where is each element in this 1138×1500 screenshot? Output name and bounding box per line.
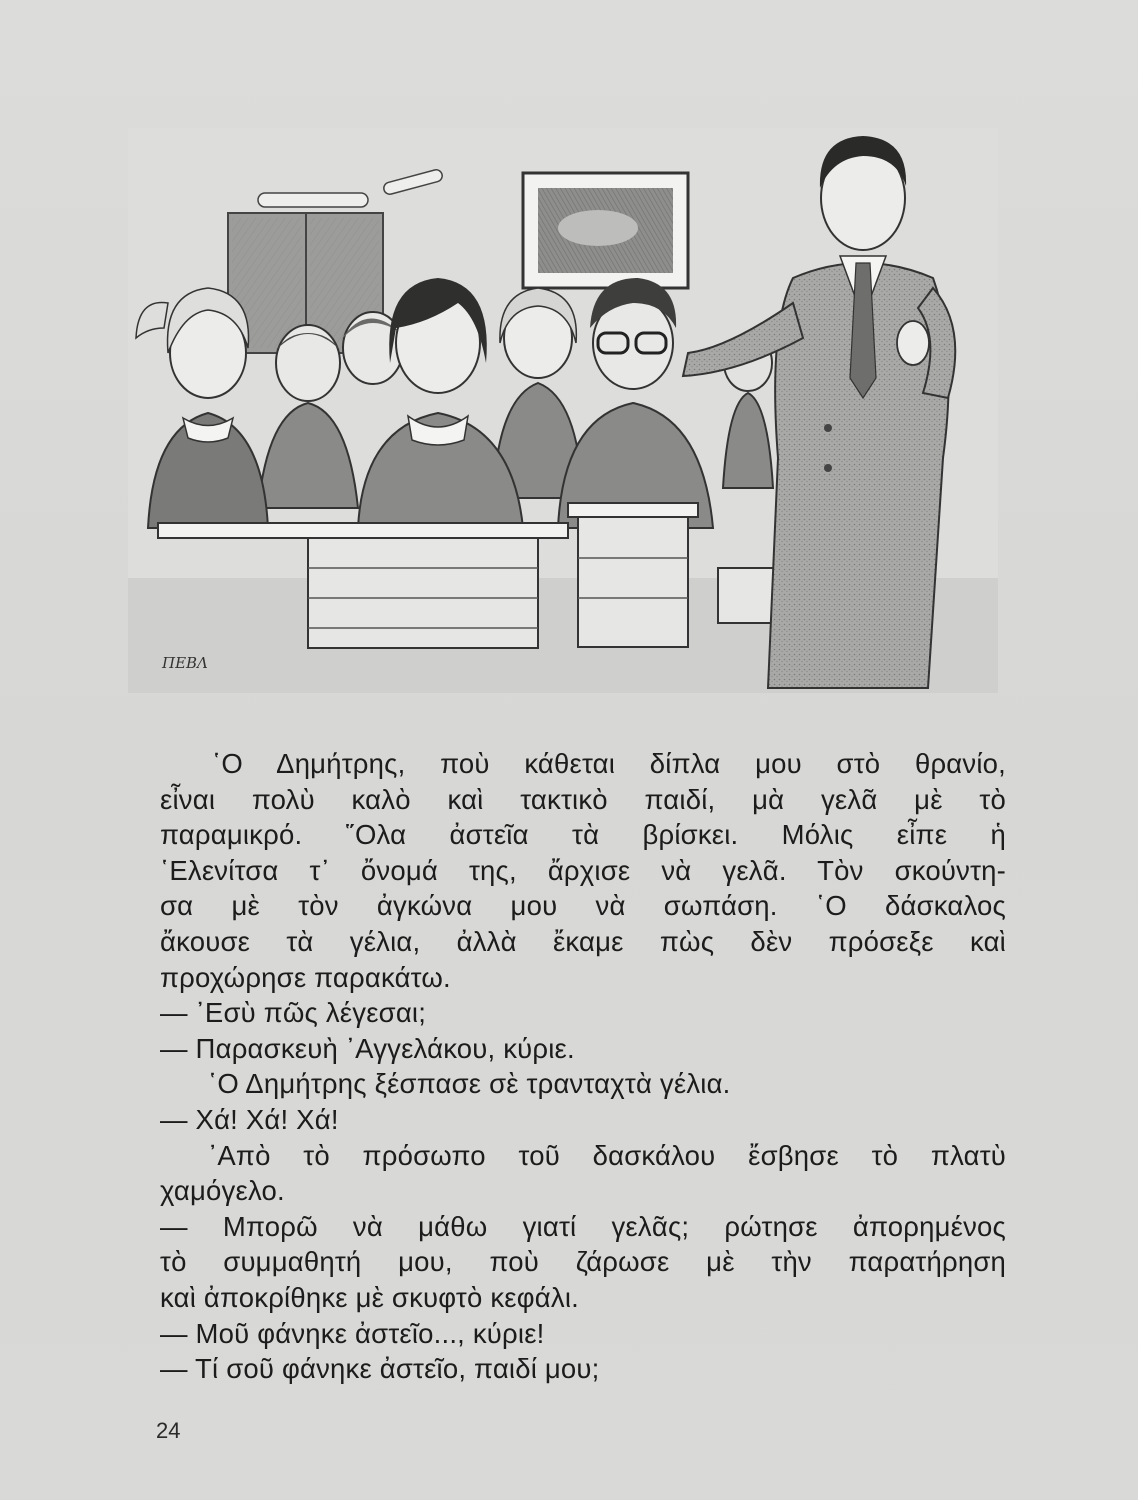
text-line: προχώρησε παρακάτω. bbox=[160, 961, 451, 993]
dialogue-line: — Τί σοῦ φάνηκε ἀστεῖο, παιδί μου; bbox=[160, 1353, 600, 1385]
text-line: ῾Ο Δημήτρης, ποὺ κάθεται δίπλα μου στὸ θρανίο, bbox=[212, 748, 1006, 779]
wall-picture bbox=[523, 173, 688, 288]
story-text bbox=[160, 746, 1006, 1387]
classroom-illustration bbox=[128, 128, 998, 693]
dialogue-line: — ᾿Εσὺ πῶς λέγεσαι; bbox=[160, 997, 427, 1029]
dialogue-line: — Μπορῶ νὰ μάθω γιατί γελᾶς; ρώτησε ἀπορημένος bbox=[160, 1210, 1006, 1242]
text-line: τὸ συμμαθητή μου, ποὺ ζάρωσε μὲ τὴν παρατήρηση bbox=[160, 1246, 1006, 1278]
text-line: ἄκουσε τὰ γέλια, ἀλλὰ ἔκαμε πὼς δὲν πρόσεξε καὶ bbox=[160, 925, 1006, 957]
artist-signature: ΠΕΒΛ bbox=[162, 654, 208, 672]
dialogue-line: — Παρασκευὴ ᾿Αγγελάκου, κύριε. bbox=[160, 1032, 575, 1064]
page-number: 24 bbox=[156, 1418, 181, 1443]
text-line: ῾Ο Δημήτρης ξέσπασε σὲ τρανταχτὰ γέλια. bbox=[208, 1068, 731, 1100]
dialogue-line: — Μοῦ φάνηκε ἀστεῖο..., κύριε! bbox=[160, 1317, 545, 1349]
text-line: χαμόγελο. bbox=[160, 1175, 285, 1207]
text-line: ᾿Απὸ τὸ πρόσωπο τοῦ δασκάλου ἔσβησε τὸ πλατὺ bbox=[208, 1139, 1006, 1171]
text-line: παραμικρό. ῞Ολα ἀστεῖα τὰ βρίσκει. Μόλις εἶπε ἡ bbox=[160, 819, 1006, 851]
text-line: εἶναι πολὺ καλὸ καὶ τακτικὸ παιδί, μὰ γελᾶ μὲ τὸ bbox=[160, 783, 1006, 815]
text-line: σα μὲ τὸν ἀγκώνα μου νὰ σωπάση. ῾Ο δάσκαλος bbox=[160, 890, 1006, 922]
text-line: καὶ ἀποκρίθηκε μὲ σκυφτὸ κεφάλι. bbox=[160, 1281, 579, 1313]
dialogue-line: — Χά! Χά! Χά! bbox=[160, 1103, 339, 1135]
text-line: ῾Ελενίτσα τ᾽ ὄνομά της, ἄρχισε νὰ γελᾶ. Τὸν σκούντη- bbox=[160, 854, 1006, 886]
